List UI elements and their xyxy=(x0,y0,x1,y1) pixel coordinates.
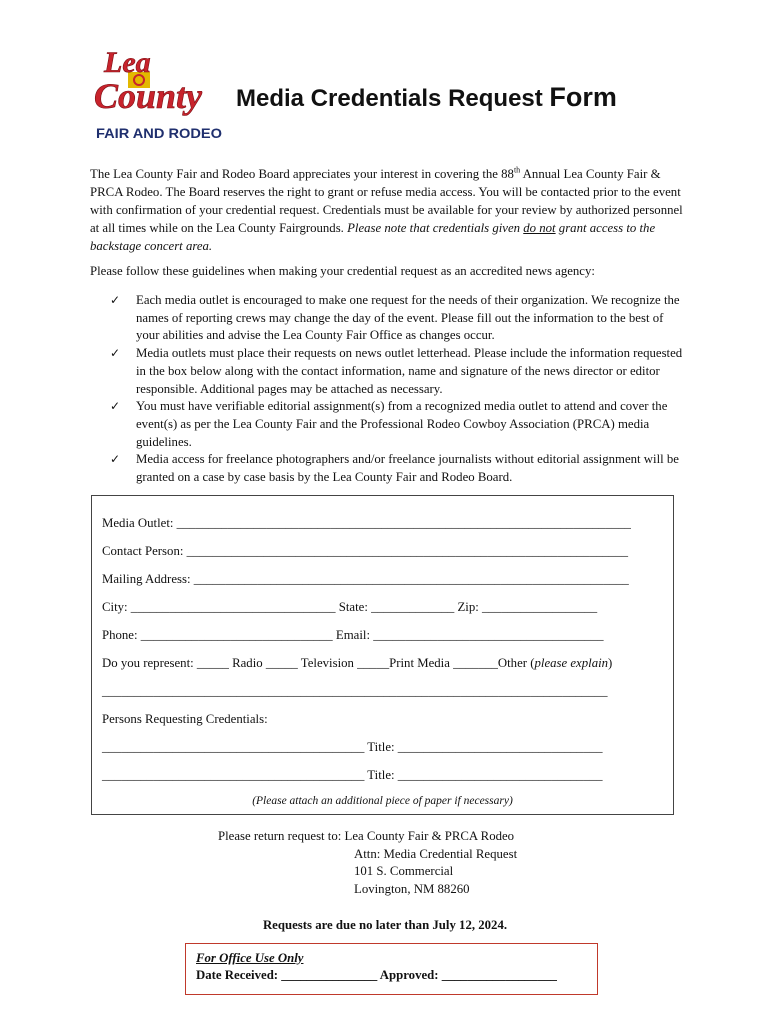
check-icon: ✓ xyxy=(110,346,121,361)
guidelines-intro: Please follow these guidelines when making your credential request as an accredited news agency: xyxy=(90,264,595,278)
person-title-field-1[interactable]: _________________________________________ Title: ________________________________ xyxy=(102,740,603,754)
return-address-block xyxy=(218,828,517,898)
media-outlet-field[interactable]: Media Outlet: _______________________________________________________________________ xyxy=(102,516,631,530)
contact-person-field[interactable]: Contact Person: _____________________________________________________________________ xyxy=(102,544,629,558)
logo-line3: FAIR AND RODEO xyxy=(96,125,223,141)
represent-text-b: ) xyxy=(608,656,613,670)
list-item xyxy=(110,345,685,398)
form-note: (Please attach an additional piece of paper if necessary) xyxy=(252,795,513,807)
person-title-field-2[interactable]: _________________________________________ Title: ________________________________ xyxy=(102,768,603,782)
return-attn: Attn: Media Credential Request xyxy=(354,846,518,861)
return-street: 101 S. Commercial xyxy=(354,864,454,879)
office-use-line: Date Received: _______________ Approved: __________________ xyxy=(196,968,557,982)
office-use-box xyxy=(185,943,598,995)
credential-form-box xyxy=(91,495,674,815)
logo-line1: Lea xyxy=(104,46,151,79)
represent-text-italic: please explain xyxy=(534,656,609,670)
title-last: Form xyxy=(549,82,617,112)
list-item-text: Each media outlet is encouraged to make one request for the needs of their organization. We recognize the names of reporting crews may change the day of the event. Please fill out the information to the best of your abilities and advise the Lea County Fair Office as changes occur. xyxy=(136,293,680,343)
logo-line2: County xyxy=(94,76,203,116)
list-item-text: Media outlets must place their requests on news outlet letterhead. Please include the information requested in the box below along with the contact information, name and signature of the news director or editor responsible. Additional pages may be attached as necessary. xyxy=(136,346,683,396)
lea-county-fair-logo xyxy=(90,46,225,146)
mailing-address-field[interactable]: Mailing Address: ____________________________________________________________________ xyxy=(102,572,629,586)
intro-superscript: th xyxy=(513,165,521,175)
intro-note-a: Please note that credentials given xyxy=(347,221,524,235)
check-icon: ✓ xyxy=(110,399,121,414)
list-item-text: Media access for freelance photographers and/or freelance journalists without editorial assignment will be granted on a case by case basis by the Lea County Fair and Rodeo Board. xyxy=(136,452,679,485)
return-label: Please return request to: Lea County Fair & PRCA Rodeo xyxy=(218,829,515,843)
phone-email-field[interactable]: Phone: ______________________________ Email: ____________________________________ xyxy=(102,628,604,642)
intro-note-b: grant access to the backstage concert area. xyxy=(90,221,656,253)
office-use-title: For Office Use Only xyxy=(196,951,304,965)
guidelines-list xyxy=(110,292,685,487)
check-icon: ✓ xyxy=(110,293,121,307)
list-item xyxy=(110,398,685,451)
title-main: Media Credentials Request xyxy=(236,85,543,112)
city-state-zip-field[interactable]: City: ________________________________ State: _____________ Zip: __________________ xyxy=(102,600,598,614)
other-explain-field[interactable]: _______________________________________________________________________________ xyxy=(102,684,608,698)
due-date-notice: Requests are due no later than July 12, 2024. xyxy=(262,918,508,932)
intro-text-b: Annual Lea County Fair & PRCA Rodeo. The Board reserves the right to grant or refuse media access. You will be contacted prior to the event with confirmation of your credential request. Credentials must be available for your review by authorized personnel at all times while on the Lea County Fairgrounds. xyxy=(90,167,683,235)
page-title xyxy=(236,82,617,113)
intro-note-underlined: do not xyxy=(523,221,556,235)
persons-requesting-label: Persons Requesting Credentials: xyxy=(102,712,268,726)
intro-paragraph xyxy=(90,165,690,255)
list-item-text: You must have verifiable editorial assignment(s) from a recognized media outlet to attend and cover the event(s) as per the Lea County Fair and the Professional Rodeo Cowboy Association (PRCA) media guidelines. xyxy=(136,399,668,449)
return-city: Lovington, NM 88260 xyxy=(354,881,470,896)
intro-text-a: The Lea County Fair and Rodeo Board appreciates your interest in covering the 88 xyxy=(90,167,514,181)
represent-field[interactable] xyxy=(102,656,612,671)
list-item xyxy=(110,292,685,345)
check-icon: ✓ xyxy=(110,452,121,467)
list-item xyxy=(110,451,685,486)
represent-text-a: Do you represent: _____ Radio _____ Television _____Print Media _______Other ( xyxy=(102,656,535,670)
